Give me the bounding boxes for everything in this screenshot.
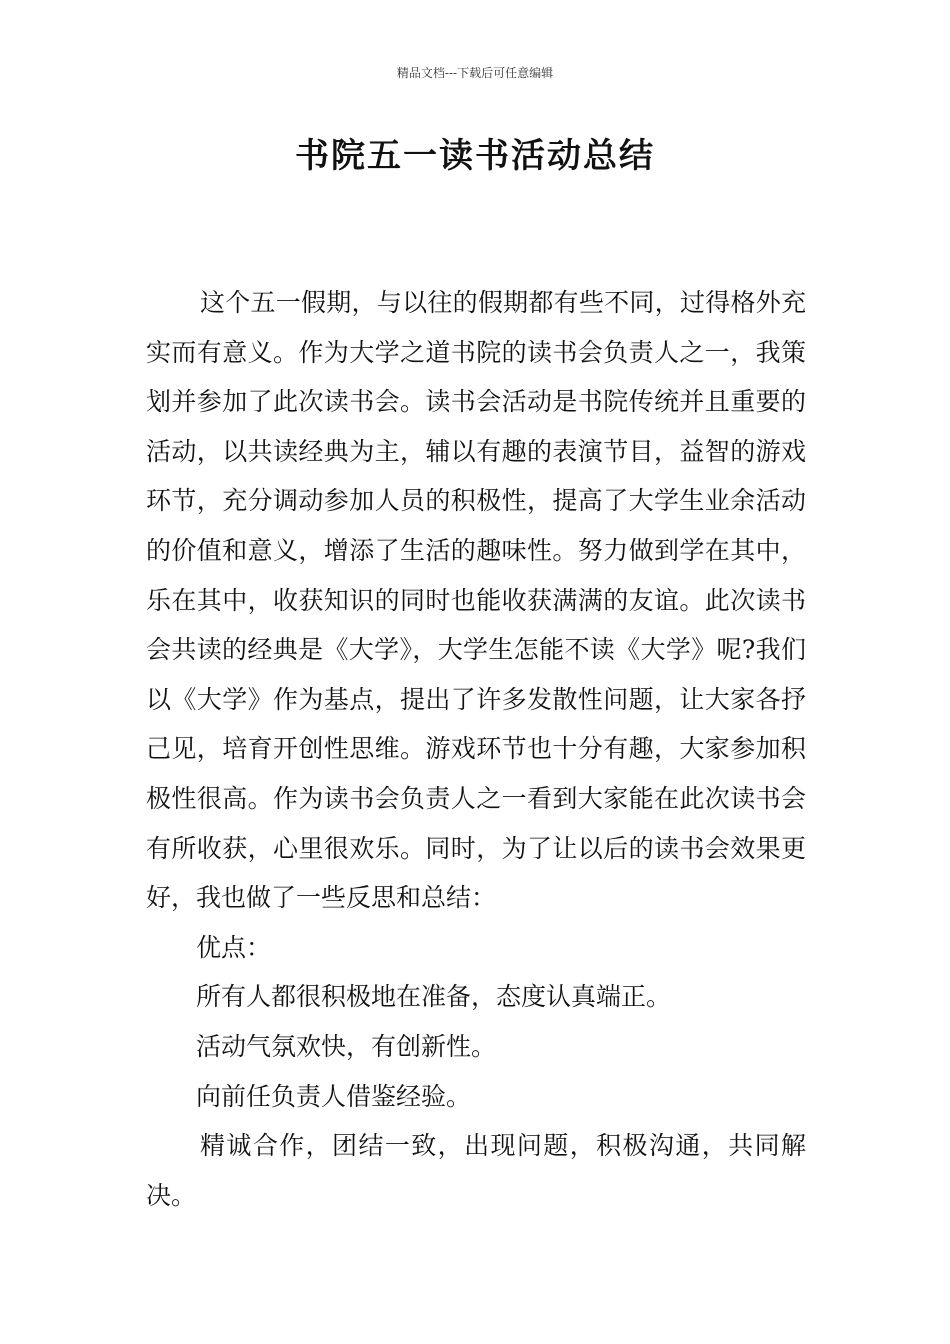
closing-paragraph: 精诚合作，团结一致，出现问题，积极沟通，共同解决。 bbox=[146, 1131, 806, 1210]
intro-paragraph: 这个五一假期，与以往的假期都有些不同，过得格外充实而有意义。作为大学之道书院的读书会负责人之一，我策划并参加了此次读书会。读书会活动是书院传统并且重要的活动，以共读经典为主，辅以有趣的表演节目，益智的游戏环节，充分调动参加人员的积极性，提高了大学生业余活动的价值和意义，增添了生活的趣味性。努力做到学在其中，乐在其中，收获知识的同时也能收获满满的友谊。此次读书会共读的经典是《大学》，大学生怎能不读《大学》呢?我们以《大学》作为基点，提出了许多发散性问题，让大家各抒己见，培育开创性思维。游戏环节也十分有趣，大家参加积极性很高。作为读书会负责人之一看到大家能在此次读书会有所收获，心里很欢乐。同时，为了让以后的读书会效果更好，我也做了一些反思和总结： bbox=[146, 288, 806, 913]
document-title: 书院五一读书活动总结 bbox=[295, 136, 655, 176]
document-body bbox=[146, 278, 806, 1220]
advantage-item: 向前任负责人借鉴经验。 bbox=[196, 1081, 472, 1111]
advantage-item: 所有人都很积极地在准备，态度认真端正。 bbox=[196, 982, 672, 1012]
advantages-heading: 优点： bbox=[196, 932, 272, 962]
header-note: 精品文档---下载后可任意编辑 bbox=[396, 66, 554, 80]
advantage-item: 活动气氛欢快，有创新性。 bbox=[196, 1031, 497, 1061]
